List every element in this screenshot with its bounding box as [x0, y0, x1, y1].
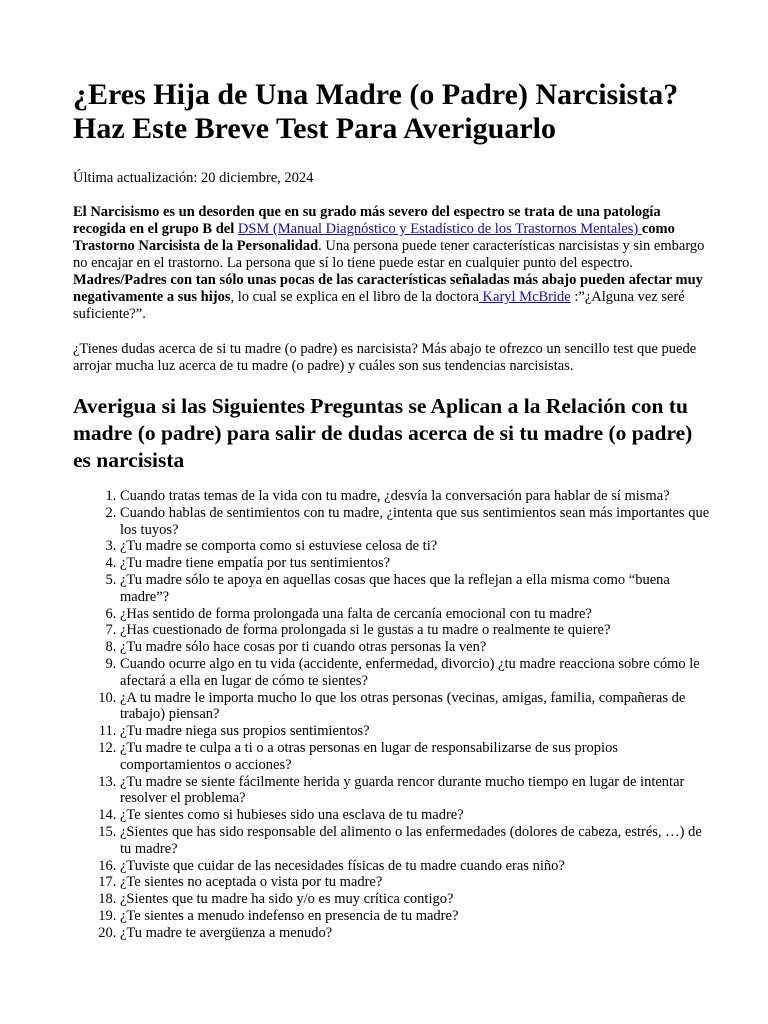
question-item: 7. ¿Has cuestionado de forma prolongada si le gustas a tu madre o realmente te quiere? — [120, 622, 710, 639]
question-item: 17. ¿Te sientes no aceptada o vista por tu madre? — [120, 874, 710, 891]
question-item: 3. ¿Tu madre se comporta como si estuviese celosa de ti? — [120, 538, 710, 555]
question-item: 6. ¿Has sentido de forma prolongada una falta de cercanía emocional con tu madre? — [120, 606, 710, 623]
question-item: 20. ¿Tu madre te avergüenza a menudo? — [120, 925, 710, 942]
question-item: 14. ¿Te sientes como si hubieses sido una esclava de tu madre? — [120, 807, 710, 824]
intro-bold-2: como Trastorno Narcisista de la Personalidad — [73, 221, 675, 254]
question-item: 8. ¿Tu madre sólo hace cosas por ti cuando otras personas la ven? — [120, 639, 710, 656]
intro-bold-1: El Narcisismo es un desorden que en su grado más severo del espectro se trata de una patología recogida en el grupo B del — [73, 204, 661, 237]
question-item: 18. ¿Sientes que tu madre ha sido y/o es muy crítica contigo? — [120, 891, 710, 908]
article-title-line-2: Haz Este Breve Test Para Averiguarlo — [73, 112, 556, 145]
questions-list — [73, 488, 710, 942]
test-intro-paragraph: ¿Tienes dudas acerca de si tu madre (o padre) es narcisista? Más abajo te ofrezco un sencillo test que puede arrojar mucha luz acerca de tu madre (o padre) y cuáles son sus tendencias narcisistas. — [73, 341, 697, 374]
question-item: 11. ¿Tu madre niega sus propios sentimientos? — [120, 723, 710, 740]
author-link[interactable]: Karyl McBride — [478, 289, 571, 305]
intro-text-1: . Una persona puede tener características narcisistas y sin embargo no encajar en el trastorno. La persona que sí lo tiene puede estar en cualquier punto del espectro. — [73, 238, 705, 271]
article-title — [73, 78, 710, 146]
intro-bold-3: Madres/Padres con tan sólo unas pocas de las características señaladas más abajo pueden afectar muy negativamente a sus hijos — [73, 272, 703, 305]
dsm-link[interactable]: DSM (Manual Diagnóstico y Estadístico de los Trastornos Mentales) — [237, 221, 642, 237]
intro-text-2: , lo cual se explica en el libro de la doctora — [230, 289, 479, 305]
intro-text-3: :”¿Alguna vez seré suficiente?”. — [73, 289, 685, 322]
last-updated-date: Última actualización: 20 diciembre, 2024 — [73, 170, 314, 186]
question-item: 13. ¿Tu madre se siente fácilmente herida y guarda rencor durante mucho tiempo en lugar de intentar resolver el problema? — [120, 774, 710, 808]
question-item: 1. Cuando tratas temas de la vida con tu madre, ¿desvía la conversación para hablar de sí misma? — [120, 488, 710, 505]
question-item: 2. Cuando hablas de sentimientos con tu madre, ¿intenta que sus sentimientos sean más importantes que los tuyos? — [120, 505, 710, 539]
question-item: 4. ¿Tu madre tiene empatía por tus sentimientos? — [120, 555, 710, 572]
question-item: 10. ¿A tu madre le importa mucho lo que los otras personas (vecinas, amigas, familia, compañeras de trabajo) piensan? — [120, 690, 710, 724]
question-item: 5. ¿Tu madre sólo te apoya en aquellas cosas que haces que la reflejan a ella misma como “buena madre”? — [120, 572, 710, 606]
question-item: 15. ¿Sientes que has sido responsable del alimento o las enfermedades (dolores de cabeza, estrés, …) de tu madre? — [120, 824, 710, 858]
question-item: 16. ¿Tuviste que cuidar de las necesidades físicas de tu madre cuando eras niño? — [120, 858, 710, 875]
question-item: 9. Cuando ocurre algo en tu vida (accidente, enfermedad, divorcio) ¿tu madre reacciona sobre cómo le afectará a ella en lugar de cómo te sientes? — [120, 656, 710, 690]
article-title-line-1: ¿Eres Hija de Una Madre (o Padre) Narcisista? — [73, 78, 679, 111]
section-title: Averigua si las Siguientes Preguntas se Aplican a la Relación con tu madre (o padre) para salir de dudas acerca de si tu madre (o padre) es narcisista — [73, 394, 693, 472]
question-item: 19. ¿Te sientes a menudo indefenso en presencia de tu madre? — [120, 908, 710, 925]
intro-paragraph — [73, 204, 710, 323]
question-item: 12. ¿Tu madre te culpa a ti o a otras personas en lugar de responsabilizarse de sus propios comportamientos o acciones? — [120, 740, 710, 774]
